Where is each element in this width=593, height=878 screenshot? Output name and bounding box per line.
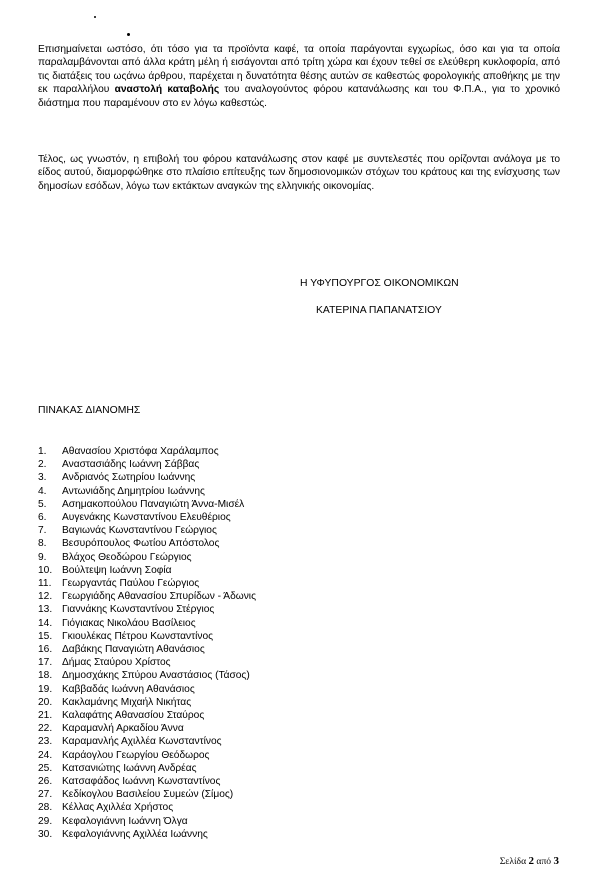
- list-item-name: Αθανασίου Χριστόφα Χαράλαμπος: [62, 446, 219, 457]
- list-item: [38, 696, 256, 709]
- list-item-name: Κέλλας Αχιλλέα Χρήστος: [62, 802, 174, 814]
- list-item-number: 23.: [38, 736, 53, 748]
- list-item: [38, 564, 256, 577]
- list-item-number: 12.: [38, 591, 53, 603]
- list-item-name: Αναστασιάδης Ιωάννη Σάββας: [62, 459, 200, 471]
- list-item-number: 29.: [38, 815, 53, 827]
- footer-separator: από: [536, 856, 552, 867]
- list-item-number: 4.: [38, 485, 47, 497]
- list-item: [38, 735, 256, 748]
- list-item-number: 19.: [38, 683, 53, 695]
- list-item-name: Γεωργιάδης Αθανασίου Σπυρίδων - Άδωνις: [62, 591, 256, 603]
- paragraph-1: [38, 43, 560, 110]
- page-footer: [500, 855, 559, 867]
- list-item-name: Αυγενάκης Κωνσταντίνου Ελευθέριος: [62, 512, 231, 524]
- list-item-name: Κατσανιώτης Ιωάννη Ανδρέας: [62, 762, 197, 774]
- list-item-name: Καλαφάτης Αθανασίου Σταύρος: [62, 710, 205, 722]
- list-item-name: Δημοσχάκης Σπύρου Αναστάσιος (Τάσος): [62, 670, 250, 682]
- list-item: [38, 590, 256, 603]
- list-item: [38, 788, 256, 801]
- list-item-number: 11.: [38, 578, 52, 590]
- list-item-number: 21.: [38, 710, 53, 722]
- list-item-name: Καράογλου Γεωργίου Θεόδωρος: [62, 749, 210, 761]
- list-item: [38, 669, 256, 682]
- list-item-name: Γιαννάκης Κωνσταντίνου Στέργιος: [62, 604, 215, 616]
- list-item: [38, 603, 256, 616]
- list-item-number: 13.: [38, 604, 53, 616]
- list-item-number: 2.: [38, 459, 47, 471]
- list-item: [38, 511, 256, 524]
- list-item: [38, 828, 256, 841]
- list-item-name: Βούλτεψη Ιωάννη Σοφία: [62, 564, 172, 576]
- list-item-name: Κακλαμάνης Μιχαήλ Νικήτας: [62, 696, 192, 708]
- list-item-name: Δαβάκης Παναγιώτη Αθανάσιος: [62, 644, 205, 656]
- list-item-name: Βαγιωνάς Κωνσταντίνου Γεώργιος: [62, 525, 217, 537]
- speck-dot: [94, 16, 96, 18]
- list-item-number: 20.: [38, 696, 53, 708]
- list-item-name: Βλάχος Θεοδώρου Γεώργιος: [62, 551, 192, 563]
- list-item-name: Δήμας Σταύρου Χρίστος: [62, 657, 171, 669]
- list-item: [38, 577, 256, 590]
- list-item-name: Κατσαφάδος Ιωάννη Κωνσταντίνος: [62, 776, 221, 788]
- list-item: [38, 749, 256, 762]
- list-item-number: 8.: [38, 538, 47, 550]
- list-item-number: 16.: [38, 644, 53, 656]
- list-item: [38, 643, 256, 656]
- list-item: [38, 445, 256, 458]
- list-item: [38, 471, 256, 484]
- list-item-number: 26.: [38, 776, 53, 788]
- footer-label: Σελίδα: [499, 856, 527, 867]
- list-item: [38, 775, 256, 788]
- list-item: [38, 656, 256, 669]
- list-item: [38, 683, 256, 696]
- list-item-number: 15.: [38, 630, 53, 642]
- list-item-number: 17.: [38, 657, 53, 669]
- list-item-name: Καραμανλής Αχιλλέα Κωνσταντίνος: [62, 736, 222, 748]
- signature-title: Η ΥΦΥΠΟΥΡΓΟΣ ΟΙΚΟΝΟΜΙΚΩΝ: [300, 278, 459, 289]
- list-item-number: 28.: [38, 802, 53, 814]
- list-item: [38, 524, 256, 537]
- list-item-name: Ασημακοπούλου Παναγιώτη Άννα-Μισέλ: [62, 498, 245, 510]
- list-item: [38, 630, 256, 643]
- list-item-name: Γεωργαντάς Παύλου Γεώργιος: [62, 578, 200, 590]
- list-item: [38, 617, 256, 630]
- distribution-title: ΠΙΝΑΚΑΣ ΔΙΑΝΟΜΗΣ: [38, 405, 141, 416]
- list-item-number: 3.: [38, 472, 47, 484]
- distribution-list: [38, 445, 256, 841]
- paragraph-1-text-a: Επισημαίνεται ωστόσο, ότι τόσο για τα προϊόντα καφέ, τα οποία παράγονται εγχωρίως, όσο και για τα οποία παραλαμβάνονται από άλλα κράτη μέλη ή εισάγονται από τρίτη χώρα και έχουν τεθεί σε ελεύθερη κυκλοφορία, από τις διατάξεις του ωςάνω άρθρου, παρέχεται η δυνατότητα θέσης αυτών σε καθεστώς φορολογικής αποθήκης με την εκ παραλλήλου: [38, 44, 560, 96]
- list-item-name: Αντωνιάδης Δημητρίου Ιωάννης: [62, 485, 205, 497]
- list-item: [38, 485, 256, 498]
- list-item-name: Καββαδάς Ιωάννη Αθανάσιος: [62, 683, 195, 695]
- list-item: [38, 801, 256, 814]
- list-item: [38, 458, 256, 471]
- list-item-number: 6.: [38, 512, 47, 524]
- signature-name: ΚΑΤΕΡΙΝΑ ΠΑΠΑΝΑΤΣΙΟΥ: [316, 305, 442, 316]
- list-item-name: Καραμανλή Αρκαδίου Άννα: [62, 723, 184, 735]
- list-item-number: 1.: [38, 446, 47, 457]
- list-item-name: Κεφαλογιάννη Ιωάννη Όλγα: [62, 815, 188, 827]
- list-item: [38, 498, 256, 511]
- bullet-dot: [127, 33, 130, 36]
- list-item-name: Βεσυρόπουλος Φωτίου Απόστολος: [62, 538, 220, 550]
- list-item-number: 18.: [38, 670, 53, 682]
- footer-current-page: 2: [528, 855, 535, 867]
- list-item: [38, 762, 256, 775]
- list-item-name: Ανδριανός Σωτηρίου Ιωάννης: [62, 472, 196, 484]
- list-item-number: 7.: [38, 525, 47, 537]
- list-item: [38, 709, 256, 722]
- list-item: [38, 551, 256, 564]
- list-item-number: 22.: [38, 723, 53, 735]
- list-item: [38, 537, 256, 550]
- list-item-number: 5.: [38, 498, 47, 510]
- paragraph-1-bold: αναστολή καταβολής: [114, 84, 220, 96]
- list-item: [38, 815, 256, 828]
- list-item-name: Κεφαλογιάννης Αχιλλέα Ιωάννης: [62, 828, 208, 840]
- list-item-name: Γκιουλέκας Πέτρου Κωνσταντίνος: [62, 630, 214, 642]
- list-item-number: 10.: [38, 564, 53, 576]
- list-item-number: 27.: [38, 789, 53, 801]
- list-item-name: Γιόγιακας Νικολάου Βασίλειος: [62, 617, 196, 629]
- list-item-number: 9.: [38, 551, 47, 563]
- list-item: [38, 722, 256, 735]
- list-item-number: 14.: [38, 617, 53, 629]
- list-item-number: 30.: [38, 828, 53, 840]
- list-item-number: 25.: [38, 762, 53, 774]
- list-item-number: 24.: [38, 749, 53, 761]
- footer-total-pages: 3: [553, 855, 559, 867]
- list-item-name: Κεδίκογλου Βασιλείου Συμεών (Σίμος): [62, 789, 234, 801]
- paragraph-2: Τέλος, ως γνωστόν, η επιβολή του φόρου κατανάλωσης στον καφέ με συντελεστές που ορίζονται ανάλογα με το είδος αυτού, διαμορφώθηκε στο πλαίσιο επίτευξης των δημοσιονομικών στόχων του κράτους και της ενίσχυσης των δημοσίων εσόδων, λόγω των εκτάκτων αναγκών της ελληνικής οικονομίας.: [38, 154, 560, 192]
- paragraph-1-text-b: του αναλογούντος φόρου κατανάλωσης και του Φ.Π.Α., για το χρονικό διάστημα που παραμένουν στο εν λόγω καθεστώς.: [38, 84, 561, 109]
